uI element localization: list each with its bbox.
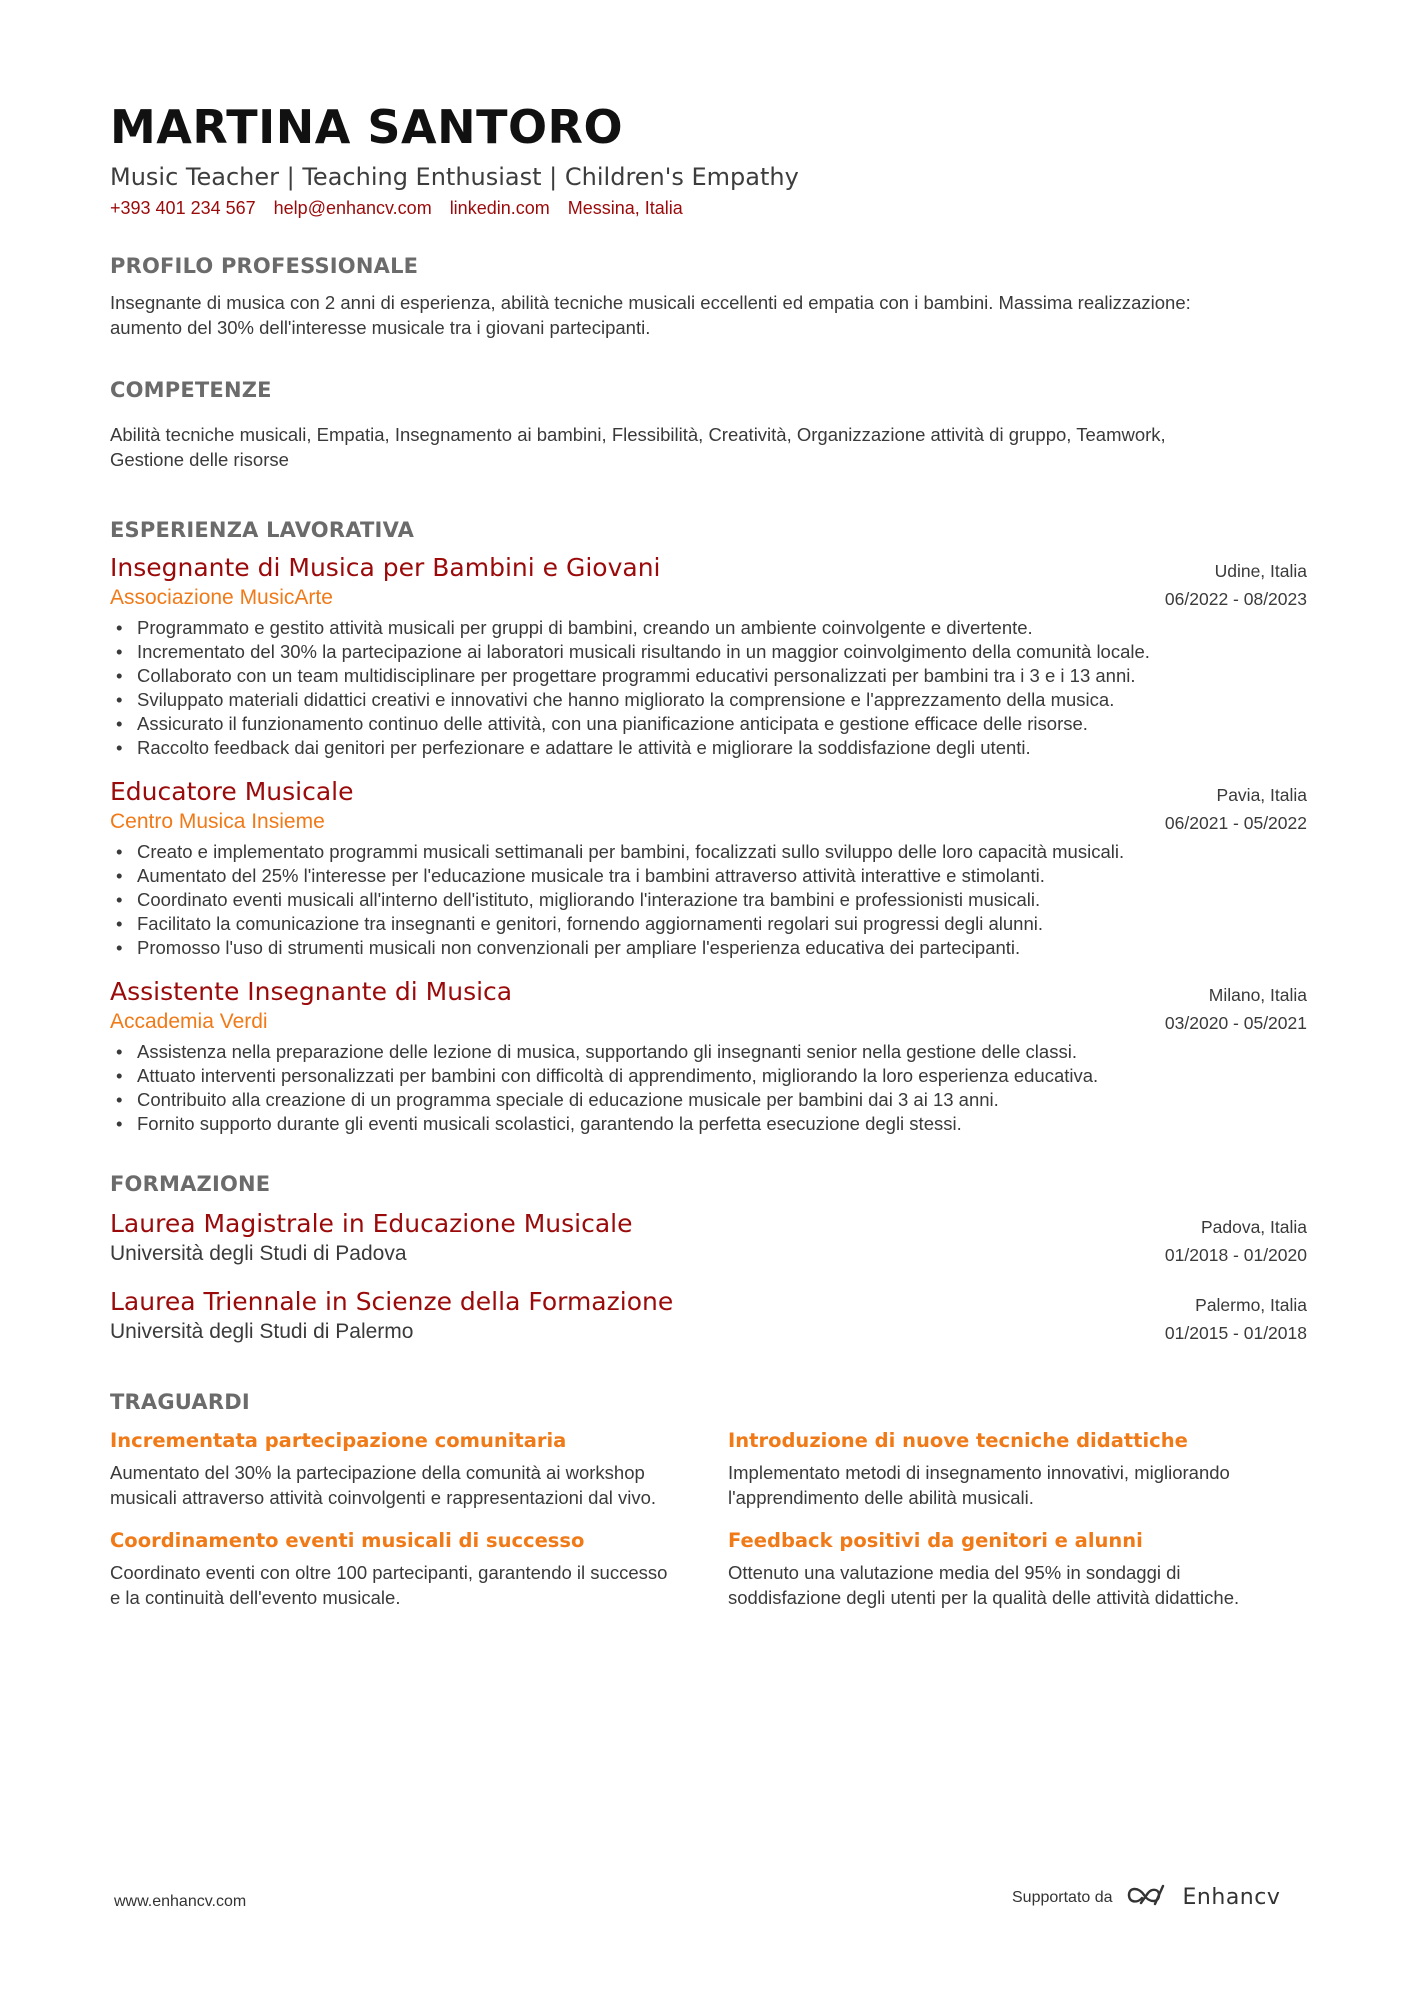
achievement-title: Coordinamento eventi musicali di successo <box>110 1529 585 1552</box>
section-profile <box>110 254 1310 340</box>
job-role: Insegnante di Musica per Bambini e Giovani <box>110 553 661 582</box>
contact-location: Messina, Italia <box>567 198 683 218</box>
job-bullet: • Programmato e gestito attività musicali per gruppi di bambini, creando un ambiente coinvolgente e divertente. <box>110 616 1310 640</box>
education-dates: 01/2018 - 01/2020 <box>1164 1245 1307 1265</box>
section-experience <box>110 518 1310 1136</box>
education-school: Università degli Studi di Palermo <box>110 1320 414 1343</box>
job-bullet: • Aumentato del 25% l'interesse per l'educazione musicale tra i bambini attraverso attività interattive e stimolanti. <box>110 864 1310 888</box>
contact-info <box>110 196 1310 220</box>
section-achievements <box>110 1390 1310 1610</box>
job-bullet: • Collaborato con un team multidisciplinare per progettare programmi educativi personalizzati per bambini tra i 3 e i 13 anni. <box>110 664 1310 688</box>
job-role: Educatore Musicale <box>110 777 354 806</box>
contact-email[interactable]: help@enhancv.com <box>273 198 432 218</box>
job-bullet: • Attuato interventi personalizzati per bambini con difficoltà di apprendimento, migliorando la loro esperienza educativa. <box>110 1064 1310 1088</box>
job-dates: 06/2022 - 08/2023 <box>1164 589 1307 609</box>
education-entry <box>110 1208 1310 1268</box>
footer-website[interactable]: www.enhancv.com <box>114 1893 247 1910</box>
achievement-title: Incrementata partecipazione comunitaria <box>110 1429 567 1452</box>
achievement-text: Aumentato del 30% la partecipazione della comunità ai workshop musicali attraverso attività coinvolgenti e rappresentazioni dal vivo. <box>110 1462 657 1508</box>
job-entry <box>110 976 1310 1136</box>
section-title-skills: COMPETENZE <box>110 378 272 402</box>
candidate-subtitle: Music Teacher | Teaching Enthusiast | Children's Empathy <box>110 163 799 191</box>
job-bullet: • Creato e implementato programmi musicali settimanali per bambini, focalizzati sullo sviluppo delle loro capacità musicali. <box>110 840 1310 864</box>
job-bullets <box>110 1040 1310 1136</box>
job-company: Associazione MusicArte <box>110 586 333 609</box>
job-bullet: • Promosso l'uso di strumenti musicali non convenzionali per ampliare l'esperienza educativa dei partecipanti. <box>110 936 1310 960</box>
job-company: Accademia Verdi <box>110 1010 268 1033</box>
education-entry <box>110 1286 1310 1346</box>
job-bullet: • Sviluppato materiali didattici creativi e innovativi che hanno migliorato la comprensione e l'apprezzamento della musica. <box>110 688 1310 712</box>
resume-header <box>110 100 1310 220</box>
job-bullet: • Assistenza nella preparazione delle lezione di musica, supportando gli insegnanti senior nella gestione delle classi. <box>110 1040 1310 1064</box>
achievement-item <box>110 1528 728 1610</box>
education-degree: Laurea Triennale in Scienze della Formazione <box>110 1287 674 1316</box>
job-bullets <box>110 616 1310 760</box>
achievement-item <box>728 1528 1308 1610</box>
education-school: Università degli Studi di Padova <box>110 1242 407 1265</box>
job-location: Milano, Italia <box>1208 985 1307 1005</box>
job-bullet: • Coordinato eventi musicali all'interno dell'istituto, migliorando l'interazione tra bambini e professionisti musicali. <box>110 888 1310 912</box>
enhancv-logo-icon <box>1125 1882 1171 1913</box>
job-entry <box>110 552 1310 760</box>
job-role: Assistente Insegnante di Musica <box>110 977 513 1006</box>
achievement-title: Feedback positivi da genitori e alunni <box>728 1529 1143 1552</box>
footer-supported-by: Supportato da <box>1012 1888 1113 1906</box>
profile-summary: Insegnante di musica con 2 anni di esperienza, abilità tecniche musicali eccellenti ed empatia con i bambini. Massima realizzazione: aumento del 30% dell'interesse musicale tra i giovani partecipanti. <box>110 292 1191 338</box>
contact-phone[interactable]: +393 401 234 567 <box>110 198 256 218</box>
job-bullet: • Incrementato del 30% la partecipazione ai laboratori musicali risultando in un maggior coinvolgimento della comunità locale. <box>110 640 1310 664</box>
footer-branding[interactable] <box>1012 1882 1280 1913</box>
achievement-item <box>110 1428 728 1510</box>
footer-brand-name: Enhancv <box>1182 1885 1281 1910</box>
skills-list: Abilità tecniche musicali, Empatia, Insegnamento ai bambini, Flessibilità, Creatività, Organizzazione attività di gruppo, Teamwork, Gestione delle risorse <box>110 424 1166 470</box>
job-dates: 06/2021 - 05/2022 <box>1164 813 1307 833</box>
achievement-item <box>728 1428 1308 1510</box>
job-bullet: • Assicurato il funzionamento continuo delle attività, con una pianificazione anticipata e gestione efficace delle risorse. <box>110 712 1310 736</box>
achievement-text: Ottenuto una valutazione media del 95% in sondaggi di soddisfazione degli utenti per la qualità delle attività didattiche. <box>728 1562 1240 1608</box>
job-bullets <box>110 840 1310 960</box>
resume-page <box>110 100 1310 1610</box>
job-company: Centro Musica Insieme <box>110 810 325 833</box>
job-bullet: • Facilitato la comunicazione tra insegnanti e genitori, fornendo aggiornamenti regolari sui progressi degli alunni. <box>110 912 1310 936</box>
job-bullet: • Fornito supporto durante gli eventi musicali scolastici, garantendo la perfetta esecuzione degli stessi. <box>110 1112 1310 1136</box>
job-location: Udine, Italia <box>1214 561 1307 581</box>
job-location: Pavia, Italia <box>1216 785 1307 805</box>
job-bullet: • Raccolto feedback dai genitori per perfezionare e adattare le attività e migliorare la soddisfazione degli utenti. <box>110 736 1310 760</box>
job-bullet: • Contribuito alla creazione di un programma speciale di educazione musicale per bambini dai 3 ai 13 anni. <box>110 1088 1310 1112</box>
section-title-education: FORMAZIONE <box>110 1172 271 1196</box>
contact-linkedin[interactable]: linkedin.com <box>449 198 550 218</box>
job-dates: 03/2020 - 05/2021 <box>1164 1013 1307 1033</box>
section-title-profile: PROFILO PROFESSIONALE <box>110 254 419 278</box>
section-title-experience: ESPERIENZA LAVORATIVA <box>110 518 415 542</box>
section-title-achievements: TRAGUARDI <box>110 1390 250 1414</box>
education-dates: 01/2015 - 01/2018 <box>1164 1323 1307 1343</box>
achievement-title: Introduzione di nuove tecniche didattiche <box>728 1429 1188 1452</box>
education-location: Padova, Italia <box>1200 1217 1307 1237</box>
section-skills <box>110 378 1310 472</box>
education-degree: Laurea Magistrale in Educazione Musicale <box>110 1209 633 1238</box>
candidate-name: MARTINA SANTORO <box>110 100 624 154</box>
achievements-grid <box>110 1428 1310 1610</box>
section-education <box>110 1172 1310 1346</box>
achievement-text: Implementato metodi di insegnamento innovativi, migliorando l'apprendimento delle abilità musicali. <box>728 1462 1230 1508</box>
achievement-text: Coordinato eventi con oltre 100 partecipanti, garantendo il successo e la continuità dell'evento musicale. <box>110 1562 668 1608</box>
job-entry <box>110 776 1310 960</box>
education-location: Palermo, Italia <box>1195 1295 1307 1315</box>
